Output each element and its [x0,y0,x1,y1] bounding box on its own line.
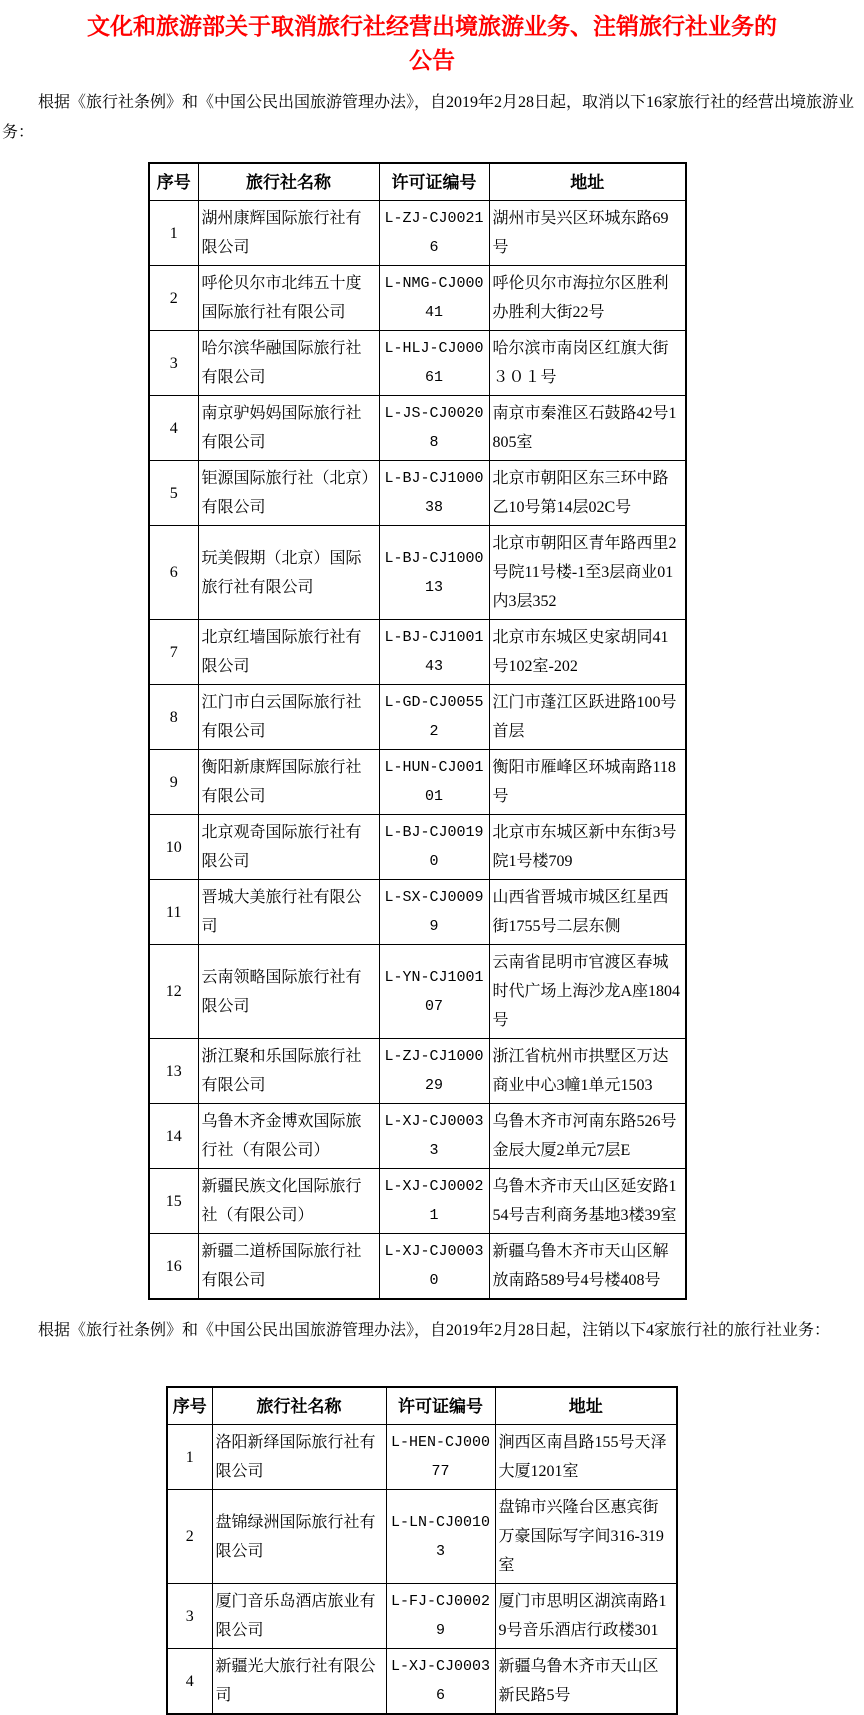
serial-cell: 8 [149,685,198,750]
revoke-table-container [166,1386,864,1715]
table-row [149,1234,686,1300]
serial-cell: 14 [149,1104,198,1169]
address-cell: 浙江省杭州市拱墅区万达商业中心3幢1单元1503 [489,1039,686,1104]
address-cell: 北京市朝阳区青年路西里2号院11号楼-1至3层商业01内3层352 [489,526,686,620]
intro-paragraph-revoke: 根据《旅行社条例》和《中国公民出国旅游管理办法》，自2019年2月28日起，注销以下4家旅行社的旅行社业务： [38,1322,831,1339]
agency-name-cell: 盘锦绿洲国际旅行社有限公司 [212,1490,386,1584]
license-number-cell: L-NMG-CJ00041 [379,266,489,331]
serial-cell: 9 [149,750,198,815]
license-number-cell: L-YN-CJ100107 [379,945,489,1039]
cancel-outbound-business-table [148,162,687,1300]
column-header: 旅行社名称 [198,163,379,201]
license-number-cell: L-BJ-CJ100143 [379,620,489,685]
address-cell: 江门市蓬江区跃进路100号首层 [489,685,686,750]
serial-cell: 6 [149,526,198,620]
serial-cell: 2 [167,1490,212,1584]
license-number-cell: L-XJ-CJ00021 [379,1169,489,1234]
table-row [149,620,686,685]
license-number-cell: L-BJ-CJ100013 [379,526,489,620]
table-row [149,396,686,461]
table-row [149,201,686,266]
address-cell: 乌鲁木齐市天山区延安路154号吉利商务基地3楼39室 [489,1169,686,1234]
agency-name-cell: 新疆二道桥国际旅行社有限公司 [198,1234,379,1300]
agency-name-cell: 呼伦贝尔市北纬五十度国际旅行社有限公司 [198,266,379,331]
header-row [167,1387,677,1425]
table-row [149,461,686,526]
revoke-travel-agency-business-table [166,1386,678,1715]
column-header: 地址 [489,163,686,201]
agency-name-cell: 江门市白云国际旅行社有限公司 [198,685,379,750]
address-cell: 山西省晋城市城区红星西街1755号二层东侧 [489,880,686,945]
license-number-cell: L-JS-CJ00208 [379,396,489,461]
address-cell: 盘锦市兴隆台区惠宾街万豪国际写字间316-319室 [495,1490,677,1584]
agency-name-cell: 湖州康辉国际旅行社有限公司 [198,201,379,266]
license-number-cell: L-XJ-CJ00030 [379,1234,489,1300]
address-cell: 南京市秦淮区石鼓路42号1805室 [489,396,686,461]
address-cell: 新疆乌鲁木齐市天山区新民路5号 [495,1649,677,1715]
column-header: 序号 [167,1387,212,1425]
agency-name-cell: 北京观奇国际旅行社有限公司 [198,815,379,880]
license-number-cell: L-XJ-CJ00036 [386,1649,495,1715]
serial-cell: 4 [167,1649,212,1715]
serial-cell: 5 [149,461,198,526]
agency-name-cell: 衡阳新康辉国际旅行社有限公司 [198,750,379,815]
serial-cell: 4 [149,396,198,461]
serial-cell: 3 [149,331,198,396]
agency-name-cell: 北京红墙国际旅行社有限公司 [198,620,379,685]
license-number-cell: L-HUN-CJ00101 [379,750,489,815]
table-row [149,685,686,750]
license-number-cell: L-ZJ-CJ00216 [379,201,489,266]
license-number-cell: L-BJ-CJ00190 [379,815,489,880]
serial-cell: 11 [149,880,198,945]
serial-cell: 7 [149,620,198,685]
agency-name-cell: 云南领略国际旅行社有限公司 [198,945,379,1039]
table-row [149,750,686,815]
table-row [167,1584,677,1649]
table-row [149,815,686,880]
intro-paragraph-cancel: 根据《旅行社条例》和《中国公民出国旅游管理办法》，自2019年2月28日起，取消以下16家旅行社的经营出境旅游业务： [2,94,855,141]
license-number-cell: L-HLJ-CJ00061 [379,331,489,396]
address-cell: 北京市东城区史家胡同41号102室-202 [489,620,686,685]
table-row [167,1490,677,1584]
header-row [149,163,686,201]
table-row [149,1104,686,1169]
column-header: 序号 [149,163,198,201]
column-header: 许可证编号 [379,163,489,201]
table-row [149,1169,686,1234]
table-row [149,526,686,620]
table-row [167,1649,677,1715]
serial-cell: 1 [149,201,198,266]
address-cell: 涧西区南昌路155号天泽大厦1201室 [495,1425,677,1490]
license-number-cell: L-BJ-CJ100038 [379,461,489,526]
page-title: 文化和旅游部关于取消旅行社经营出境旅游业务、注销旅行社业务的公告 [87,14,777,73]
table-row [149,331,686,396]
license-number-cell: L-XJ-CJ00033 [379,1104,489,1169]
license-number-cell: L-LN-CJ00103 [386,1490,495,1584]
address-cell: 呼伦贝尔市海拉尔区胜利办胜利大街22号 [489,266,686,331]
agency-name-cell: 晋城大美旅行社有限公司 [198,880,379,945]
serial-cell: 10 [149,815,198,880]
table-row [149,945,686,1039]
agency-name-cell: 玩美假期（北京）国际旅行社有限公司 [198,526,379,620]
serial-cell: 12 [149,945,198,1039]
address-cell: 乌鲁木齐市河南东路526号金辰大厦2单元7层E [489,1104,686,1169]
serial-cell: 13 [149,1039,198,1104]
serial-cell: 15 [149,1169,198,1234]
address-cell: 北京市东城区新中东街3号院1号楼709 [489,815,686,880]
column-header: 许可证编号 [386,1387,495,1425]
agency-name-cell: 新疆光大旅行社有限公司 [212,1649,386,1715]
address-cell: 哈尔滨市南岗区红旗大街３０１号 [489,331,686,396]
license-number-cell: L-HEN-CJ00077 [386,1425,495,1490]
agency-name-cell: 新疆民族文化国际旅行社（有限公司） [198,1169,379,1234]
address-cell: 衡阳市雁峰区环城南路118号 [489,750,686,815]
table-row [149,880,686,945]
document-page [0,10,864,1715]
column-header: 旅行社名称 [212,1387,386,1425]
agency-name-cell: 厦门音乐岛酒店旅业有限公司 [212,1584,386,1649]
license-number-cell: L-SX-CJ00099 [379,880,489,945]
agency-name-cell: 钜源国际旅行社（北京）有限公司 [198,461,379,526]
address-cell: 北京市朝阳区东三环中路乙10号第14层02C号 [489,461,686,526]
table-row [149,266,686,331]
serial-cell: 3 [167,1584,212,1649]
agency-name-cell: 乌鲁木齐金博欢国际旅行社（有限公司） [198,1104,379,1169]
address-cell: 新疆乌鲁木齐市天山区解放南路589号4号楼408号 [489,1234,686,1300]
serial-cell: 2 [149,266,198,331]
agency-name-cell: 哈尔滨华融国际旅行社有限公司 [198,331,379,396]
address-cell: 湖州市吴兴区环城东路69号 [489,201,686,266]
serial-cell: 16 [149,1234,198,1300]
table-row [149,1039,686,1104]
serial-cell: 1 [167,1425,212,1490]
address-cell: 厦门市思明区湖滨南路19号音乐酒店行政楼301 [495,1584,677,1649]
agency-name-cell: 浙江聚和乐国际旅行社有限公司 [198,1039,379,1104]
license-number-cell: L-GD-CJ00552 [379,685,489,750]
table-row [167,1425,677,1490]
address-cell: 云南省昆明市官渡区春城时代广场上海沙龙A座1804号 [489,945,686,1039]
license-number-cell: L-FJ-CJ00029 [386,1584,495,1649]
agency-name-cell: 洛阳新绎国际旅行社有限公司 [212,1425,386,1490]
cancel-table-container [148,162,864,1300]
column-header: 地址 [495,1387,677,1425]
license-number-cell: L-ZJ-CJ100029 [379,1039,489,1104]
agency-name-cell: 南京驴妈妈国际旅行社有限公司 [198,396,379,461]
